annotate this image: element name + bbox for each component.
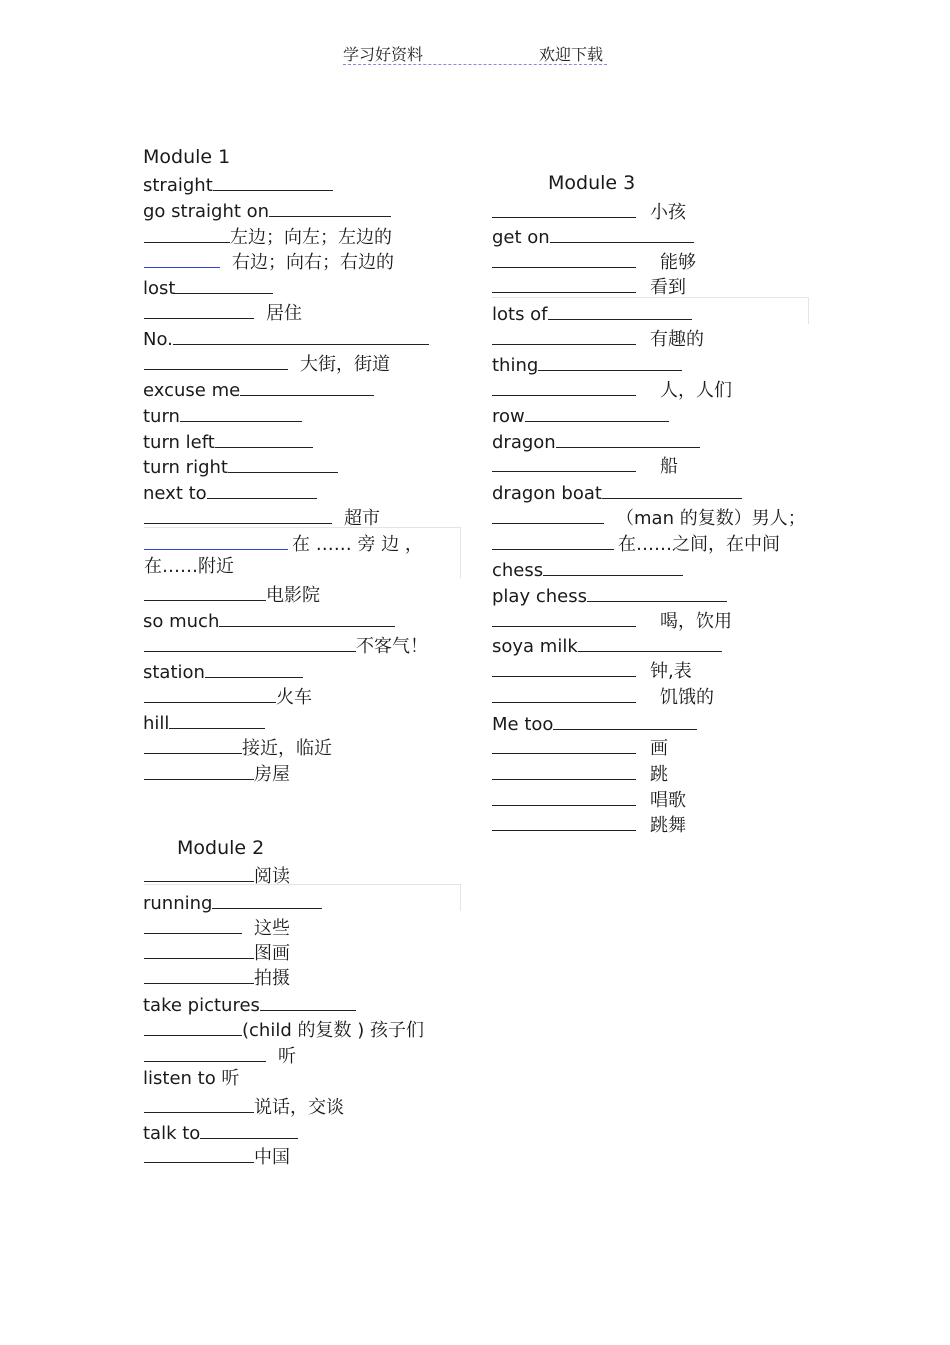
module2-row	[143, 1119, 298, 1143]
meaning-text: 超市	[344, 508, 380, 529]
fill-blank[interactable]	[144, 1016, 242, 1036]
fill-blank[interactable]	[492, 760, 636, 780]
fill-blank[interactable]	[144, 632, 356, 652]
module1-row	[144, 504, 380, 528]
module3-row	[492, 582, 727, 606]
module2-row	[143, 991, 356, 1015]
module3-row	[492, 428, 700, 452]
module3-row	[492, 760, 668, 784]
meaning-text: 居住	[266, 303, 302, 324]
module2-row	[144, 939, 290, 963]
fill-blank[interactable]	[144, 581, 266, 601]
meaning-text: 说话，交谈	[254, 1097, 344, 1118]
module1-title: Module 1	[143, 146, 231, 168]
module1-row	[144, 760, 290, 784]
fill-blank[interactable]	[144, 1042, 266, 1062]
meaning-text: 不客气！	[356, 636, 428, 657]
module1-row	[143, 274, 273, 298]
fill-blank[interactable]	[556, 428, 700, 448]
fill-blank[interactable]	[260, 991, 356, 1011]
term-text: No.	[143, 329, 173, 350]
term-text: thing	[492, 355, 539, 376]
fill-blank[interactable]	[213, 171, 333, 191]
term-text: turn	[143, 406, 180, 427]
module1-row	[144, 581, 320, 605]
meaning-text: 右边；向右；右边的	[232, 252, 394, 273]
module2-row	[144, 964, 290, 988]
meaning-text: 在 …… 旁 边 ，	[292, 534, 423, 555]
fill-blank[interactable]	[144, 914, 242, 934]
term-text: soya milk	[492, 636, 578, 657]
term-text: excuse me	[143, 380, 241, 401]
fill-blank[interactable]	[169, 709, 265, 729]
fill-blank[interactable]	[144, 1143, 254, 1163]
meaning-text: 人，人们	[660, 380, 732, 401]
module2-row	[144, 862, 290, 886]
module3-row	[492, 479, 742, 503]
module3-row	[492, 300, 692, 324]
module2-title: Module 2	[177, 837, 265, 859]
fill-blank[interactable]	[578, 632, 722, 652]
meaning-text: 电影院	[266, 585, 320, 606]
fill-blank[interactable]	[240, 376, 374, 396]
meaning-text: 大街，街道	[300, 354, 390, 375]
term-text: turn right	[143, 457, 228, 478]
module3-row	[492, 351, 682, 375]
fill-blank[interactable]	[219, 607, 395, 627]
module1-row	[144, 632, 428, 656]
fill-blank[interactable]	[492, 786, 636, 806]
fill-blank[interactable]	[144, 248, 220, 268]
module3-row	[492, 734, 668, 758]
meaning-text: 饥饿的	[660, 687, 714, 708]
fill-blank[interactable]	[492, 530, 614, 550]
fill-blank[interactable]	[173, 325, 429, 345]
module1-row	[144, 299, 302, 323]
term-text: go straight on	[143, 201, 270, 222]
term-text: chess	[492, 560, 544, 581]
module1-row	[143, 607, 395, 631]
module1-row	[143, 171, 333, 195]
fill-blank[interactable]	[550, 223, 694, 243]
fill-blank[interactable]	[538, 351, 682, 371]
module1-row	[143, 709, 265, 733]
module3-row	[492, 223, 694, 247]
module2-row	[144, 1016, 424, 1040]
header-left-text: 学习好资料	[343, 45, 424, 64]
meaning-text: 左边；向左；左边的	[230, 227, 392, 248]
module2-row	[143, 889, 322, 913]
term-text: hill	[143, 713, 170, 734]
module1-row	[143, 658, 303, 682]
module3-row	[492, 811, 686, 835]
term-text: take pictures	[143, 995, 260, 1016]
meaning-text: 图画	[254, 943, 290, 964]
meaning-text: 跳舞	[650, 815, 686, 836]
meaning-text: 喝，饮用	[660, 611, 732, 632]
term-text: lots of	[492, 304, 548, 325]
term-text: running	[143, 893, 213, 914]
module2-row	[144, 1143, 290, 1167]
fill-blank[interactable]	[492, 811, 636, 831]
fill-blank[interactable]	[144, 939, 254, 959]
module1-row	[144, 350, 390, 374]
fill-blank[interactable]	[269, 197, 391, 217]
module3-row	[492, 530, 780, 554]
module2-row	[143, 1067, 239, 1091]
fill-blank[interactable]	[492, 657, 636, 677]
module1-row	[144, 248, 394, 272]
fill-blank[interactable]	[587, 582, 727, 602]
module2-row	[144, 1093, 344, 1117]
module1-row	[143, 376, 374, 400]
fill-blank[interactable]	[492, 734, 636, 754]
fill-blank[interactable]	[215, 428, 313, 448]
module3-row	[492, 248, 696, 272]
fill-blank[interactable]	[228, 453, 338, 473]
fill-blank[interactable]	[492, 683, 636, 703]
fill-blank[interactable]	[553, 710, 697, 730]
fill-blank[interactable]	[492, 607, 636, 627]
fill-blank[interactable]	[144, 734, 242, 754]
module1-row	[143, 325, 429, 349]
module1-row	[143, 428, 313, 452]
fill-blank[interactable]	[180, 402, 302, 422]
module3-title: Module 3	[548, 172, 636, 194]
term-text: station	[143, 662, 205, 683]
fill-blank[interactable]	[602, 479, 742, 499]
meaning-text: 房屋	[254, 764, 290, 785]
module1-row	[143, 197, 391, 221]
fill-blank[interactable]	[144, 760, 254, 780]
module2-row	[144, 914, 290, 938]
term-text: dragon	[492, 432, 556, 453]
meaning-text: 船	[660, 456, 678, 477]
module3-row	[492, 556, 683, 580]
meaning-text: 小孩	[650, 202, 686, 223]
fill-blank[interactable]	[492, 248, 636, 268]
meaning-text: 阅读	[254, 866, 290, 887]
module1-row	[144, 555, 234, 579]
module3-row	[492, 710, 697, 734]
term-text: dragon boat	[492, 483, 602, 504]
fill-blank[interactable]	[205, 658, 303, 678]
module3-row	[492, 657, 692, 681]
term-text: get on	[492, 227, 550, 248]
fill-blank[interactable]	[492, 504, 604, 524]
meaning-text: 接近，临近	[242, 738, 332, 759]
module3-row	[492, 198, 686, 222]
module3-row	[492, 376, 732, 400]
meaning-text: （man 的复数）男人；	[616, 508, 806, 529]
module1-row	[144, 530, 423, 554]
meaning-text: 有趣的	[650, 329, 704, 350]
fill-blank[interactable]	[144, 1093, 254, 1113]
module3-row	[492, 607, 732, 631]
term-text: 在……附近	[144, 556, 234, 577]
meaning-text: 火车	[276, 687, 312, 708]
meaning-text: 能够	[660, 252, 696, 273]
meaning-text: (child 的复数 ) 孩子们	[242, 1020, 424, 1041]
fill-blank[interactable]	[548, 300, 692, 320]
meaning-text: 画	[650, 738, 668, 759]
module3-row	[492, 632, 722, 656]
fill-blank[interactable]	[144, 964, 254, 984]
meaning-text: 听	[278, 1046, 296, 1067]
module3-row	[492, 325, 704, 349]
fill-blank[interactable]	[492, 452, 636, 472]
fill-blank[interactable]	[144, 350, 288, 370]
module1-row	[144, 734, 332, 758]
fill-blank[interactable]	[492, 376, 636, 396]
module1-row	[143, 402, 302, 426]
module3-row	[492, 504, 806, 528]
fill-blank[interactable]	[144, 299, 254, 319]
fill-blank[interactable]	[175, 274, 273, 294]
term-text: talk to	[143, 1123, 201, 1144]
fill-blank[interactable]	[200, 1119, 298, 1139]
fill-blank[interactable]	[144, 683, 276, 703]
term-text: listen to 听	[143, 1068, 240, 1089]
module3-row	[492, 402, 669, 426]
term-text: straight	[143, 175, 213, 196]
fill-blank[interactable]	[492, 325, 636, 345]
module1-row	[144, 683, 312, 707]
meaning-text: 跳	[650, 764, 668, 785]
fill-blank[interactable]	[144, 862, 254, 882]
meaning-text: 拍摄	[254, 968, 290, 989]
meaning-text: 在……之间，在中间	[618, 534, 780, 555]
term-text: next to	[143, 483, 207, 504]
meaning-text: 中国	[254, 1147, 290, 1168]
module3-row	[492, 786, 686, 810]
term-text: turn left	[143, 432, 215, 453]
module1-row	[143, 453, 338, 477]
fill-blank[interactable]	[525, 402, 669, 422]
fill-blank[interactable]	[144, 223, 230, 243]
fill-blank[interactable]	[492, 198, 636, 218]
fill-blank[interactable]	[207, 479, 317, 499]
fill-blank[interactable]	[492, 273, 636, 293]
module1-row	[143, 479, 317, 503]
term-text: play chess	[492, 586, 587, 607]
term-text: lost	[143, 278, 176, 299]
term-text: so much	[143, 611, 220, 632]
term-text: row	[492, 406, 525, 427]
fill-blank[interactable]	[212, 889, 322, 909]
page-header	[343, 42, 607, 65]
meaning-text: 这些	[254, 918, 290, 939]
module2-row	[144, 1042, 296, 1066]
fill-blank[interactable]	[144, 530, 288, 550]
module3-row	[492, 452, 678, 476]
fill-blank[interactable]	[144, 504, 332, 524]
meaning-text: 看到	[650, 277, 686, 298]
module3-row	[492, 273, 686, 297]
module1-row	[144, 223, 392, 247]
meaning-text: 钟,表	[650, 661, 692, 682]
fill-blank[interactable]	[543, 556, 683, 576]
header-right-text: 欢迎下载	[538, 45, 603, 64]
meaning-text: 唱歌	[650, 790, 686, 811]
term-text: Me too	[492, 714, 554, 735]
module3-row	[492, 683, 714, 707]
